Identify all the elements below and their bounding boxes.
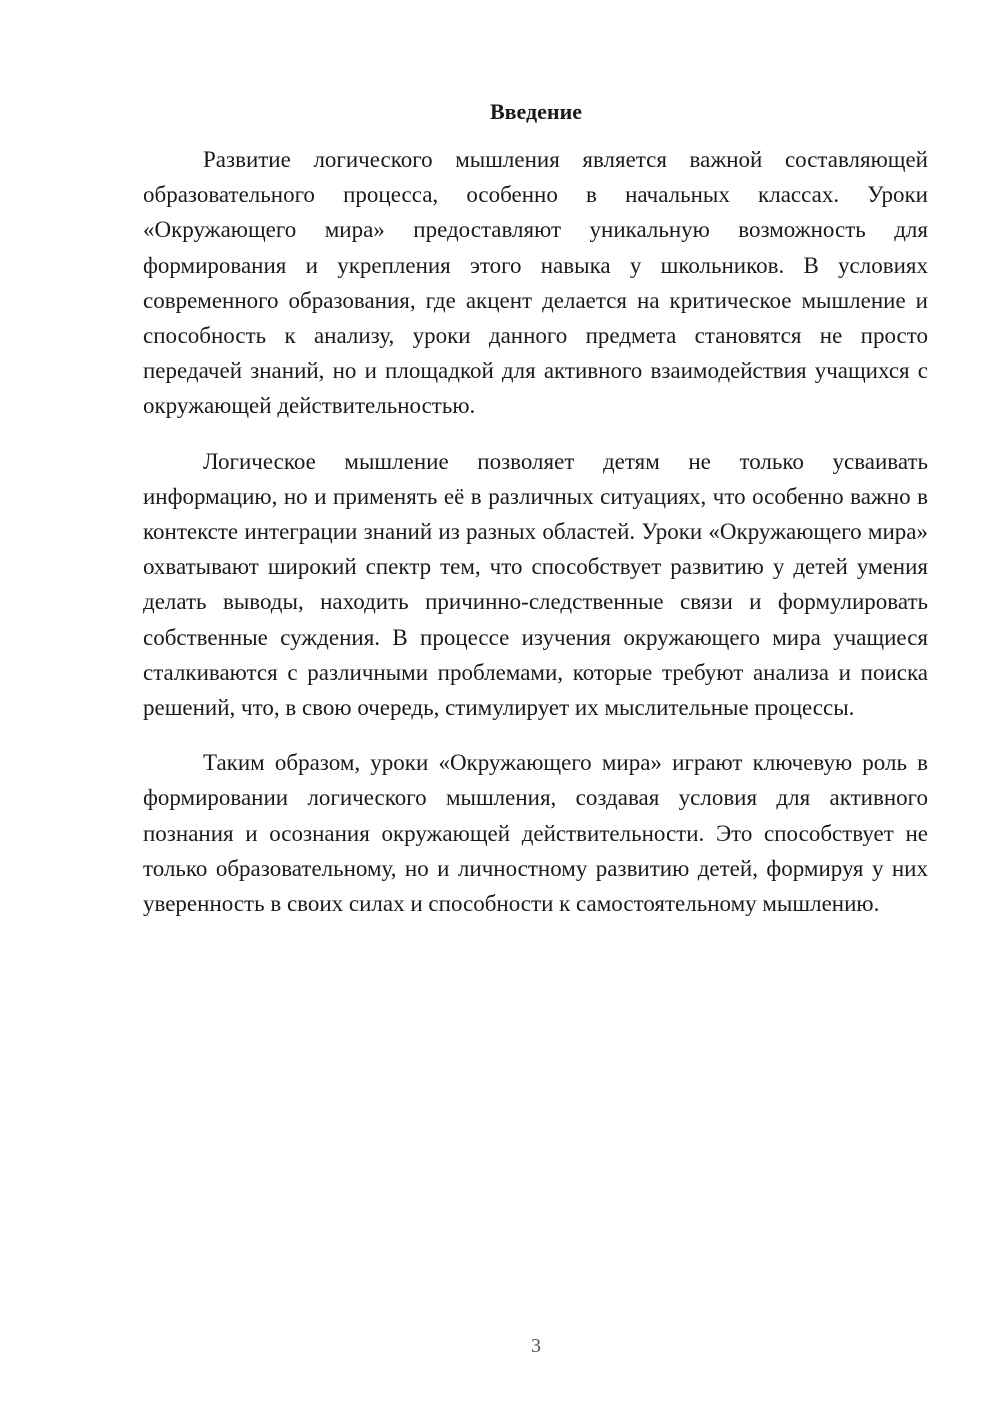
page-number: 3 (531, 1335, 541, 1357)
body-text (143, 142, 928, 941)
paragraph-2: Логическое мышление позволяет детям не только усваивать информацию, но и применять её в различных ситуациях, что особенно важно в контексте интеграции знаний из разных областей. Уроки «Окружающего мира» охватывают широкий спектр тем, что способствует развитию у детей умения делать выводы, находить причинно-следственные связи и формулировать собственные суждения. В процессе изучения окружающего мира учащиеся сталкиваются с различными проблемами, которые требуют анализа и поиска решений, что, в свою очередь, стимулирует их мыслительные процессы. (143, 448, 928, 721)
paragraph-1: Развитие логического мышления является важной составляющей образовательного процесса, особенно в начальных классах. Уроки «Окружающего мира» предоставляют уникальную возможность для формирования и укрепления этого навыка у школьников. В условиях современного образования, где акцент делается на критическое мышление и способность к анализу, уроки данного предмета становятся не просто передачей знаний, но и площадкой для активного взаимодействия учащихся с окружающей действительностью. (143, 147, 928, 419)
section-heading: Введение (489, 99, 583, 124)
paragraph-3: Таким образом, уроки «Окружающего мира» играют ключевую роль в формировании логического мышления, создавая условия для активного познания и осознания окружающей действительности. Это способствует не только образовательному, но и личностному развитию детей, формируя у них уверенность в своих силах и способности к самостоятельному мышлению. (143, 750, 928, 917)
